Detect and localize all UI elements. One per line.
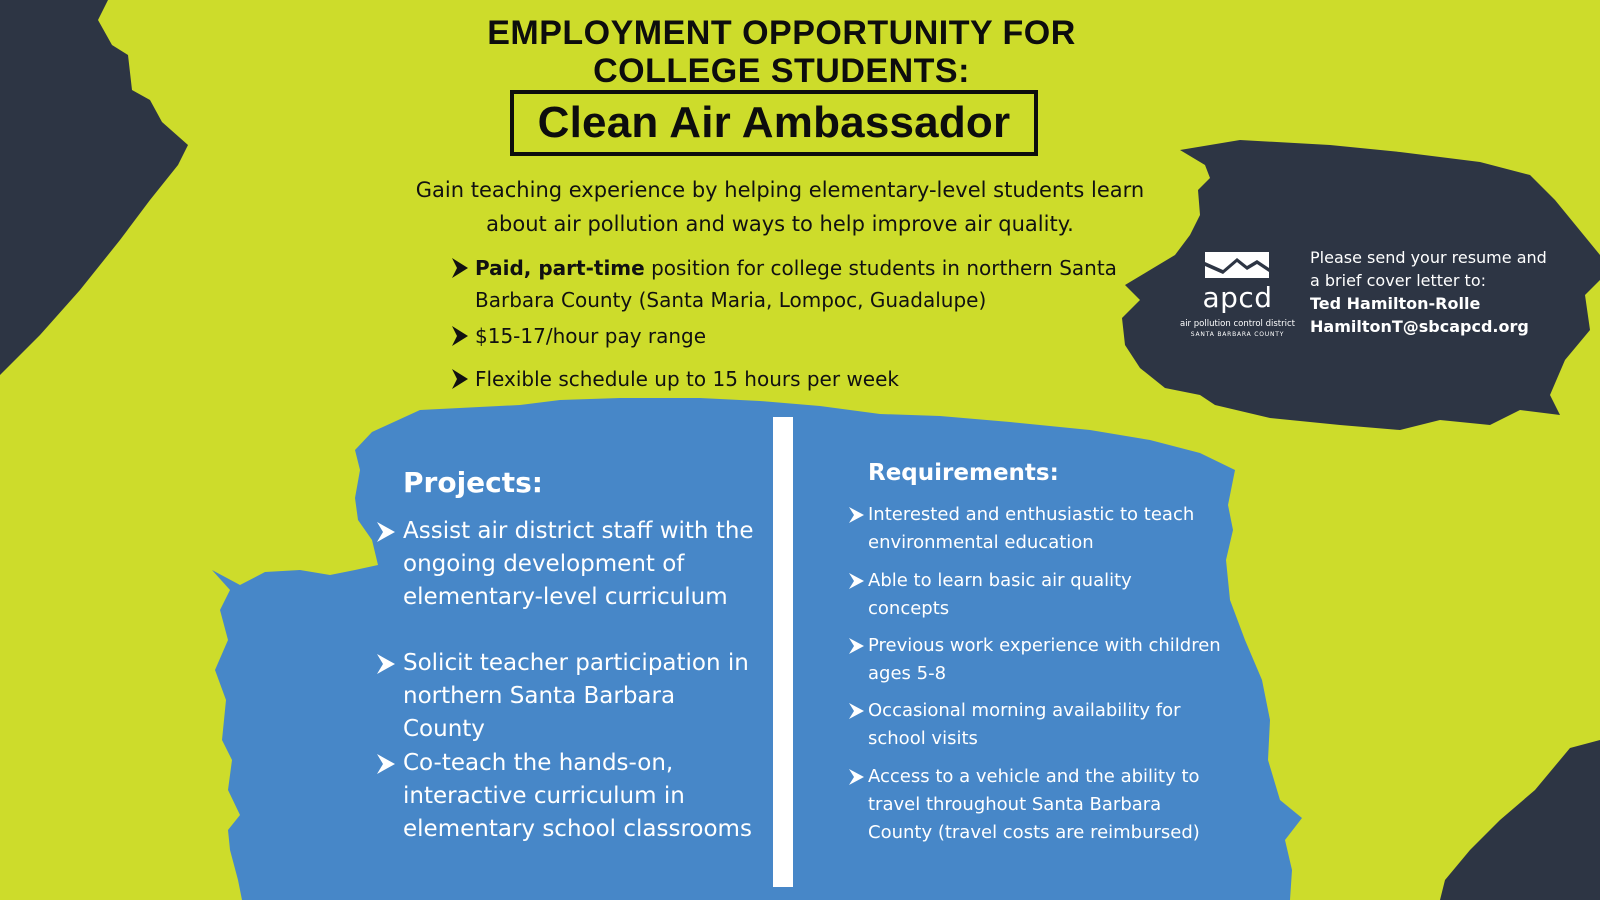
logo-county: SANTA BARBARA COUNTY bbox=[1190, 331, 1285, 338]
projects-heading: Projects: bbox=[403, 466, 543, 499]
requirement-line: Occasional morning availability for bbox=[868, 700, 1181, 721]
highlight-line-2: Barbara County (Santa Maria, Lompoc, Guadalupe) bbox=[475, 288, 987, 312]
project-line: northern Santa Barbara County bbox=[403, 683, 676, 742]
contact-line-2: a brief cover letter to: bbox=[1310, 271, 1486, 290]
highlight-text: $15-17/hour pay range bbox=[475, 324, 707, 348]
arrow-bullet-icon bbox=[450, 252, 470, 284]
requirement-item bbox=[848, 632, 1228, 688]
job-title: Clean Air Ambassador bbox=[537, 98, 1011, 147]
logo-subtitle: air pollution control district bbox=[1179, 319, 1295, 329]
project-line: Co-teach the hands-on, bbox=[403, 750, 674, 776]
requirement-line: Previous work experience with children bbox=[868, 635, 1221, 656]
requirement-item bbox=[848, 763, 1238, 847]
contact-name: Ted Hamilton-Rolle bbox=[1310, 294, 1481, 313]
requirement-line: Able to learn basic air quality bbox=[868, 570, 1132, 591]
highlight-text: Flexible schedule up to 15 hours per week bbox=[475, 367, 899, 391]
arrow-bullet-icon bbox=[375, 515, 397, 548]
intro-line-1: Gain teaching experience by helping elementary-level students learn bbox=[415, 178, 1145, 202]
requirement-line: travel throughout Santa Barbara bbox=[868, 794, 1162, 815]
arrow-bullet-icon bbox=[450, 320, 470, 352]
arrow-bullet-icon bbox=[450, 363, 470, 395]
contact-email[interactable]: HamiltonT@sbcapcd.org bbox=[1310, 317, 1529, 336]
arrow-bullet-icon bbox=[848, 697, 866, 725]
requirement-item bbox=[848, 697, 1228, 753]
dark-brush-bottom-right bbox=[1440, 740, 1600, 900]
requirements-heading: Requirements: bbox=[868, 460, 1059, 486]
requirement-line: ages 5-8 bbox=[868, 663, 947, 684]
highlight-bold: Paid, part-time bbox=[475, 256, 645, 280]
highlight-text bbox=[475, 252, 1117, 316]
highlight-line-1: position for college students in northern Santa bbox=[644, 256, 1117, 280]
arrow-bullet-icon bbox=[848, 632, 866, 660]
apcd-logo bbox=[1175, 250, 1300, 339]
requirement-item bbox=[848, 567, 1228, 623]
contact-info bbox=[1310, 246, 1550, 338]
headline-line-2: COLLEGE STUDENTS: bbox=[593, 52, 970, 90]
requirement-line: environmental education bbox=[868, 532, 1094, 553]
headline-line-1: EMPLOYMENT OPPORTUNITY FOR bbox=[487, 14, 1076, 52]
logo-wordmark: apcd bbox=[1202, 281, 1273, 314]
mountain-logo-icon bbox=[1203, 250, 1273, 284]
project-line: Solicit teacher participation in bbox=[403, 650, 749, 676]
project-item bbox=[375, 747, 755, 846]
headline bbox=[0, 14, 1563, 90]
requirement-line: Interested and enthusiastic to teach bbox=[868, 504, 1195, 525]
arrow-bullet-icon bbox=[848, 567, 866, 595]
project-line: ongoing development of bbox=[403, 551, 685, 577]
arrow-bullet-icon bbox=[375, 747, 397, 780]
highlight-item-paid bbox=[450, 252, 1150, 316]
requirement-line: concepts bbox=[868, 598, 950, 619]
requirement-item bbox=[848, 501, 1228, 557]
highlight-item-pay bbox=[450, 320, 1150, 352]
intro-line-2: about air pollution and ways to help improve air quality. bbox=[486, 212, 1074, 236]
project-item bbox=[375, 647, 755, 746]
contact-line-1: Please send your resume and bbox=[1310, 248, 1547, 267]
project-line: interactive curriculum in bbox=[403, 783, 685, 809]
arrow-bullet-icon bbox=[848, 763, 866, 791]
project-item bbox=[375, 515, 755, 614]
arrow-bullet-icon bbox=[848, 501, 866, 529]
intro-text bbox=[360, 173, 1200, 241]
job-title-box bbox=[510, 90, 1038, 156]
highlight-item-schedule bbox=[450, 363, 1150, 395]
requirement-line: Access to a vehicle and the ability to bbox=[868, 766, 1200, 787]
project-line: elementary-level curriculum bbox=[403, 584, 728, 610]
arrow-bullet-icon bbox=[375, 647, 397, 680]
project-line: Assist air district staff with the bbox=[403, 518, 754, 544]
project-line: elementary school classrooms bbox=[403, 816, 752, 842]
requirement-line: County (travel costs are reimbursed) bbox=[868, 822, 1200, 843]
requirement-line: school visits bbox=[868, 728, 978, 749]
column-divider bbox=[773, 417, 793, 887]
